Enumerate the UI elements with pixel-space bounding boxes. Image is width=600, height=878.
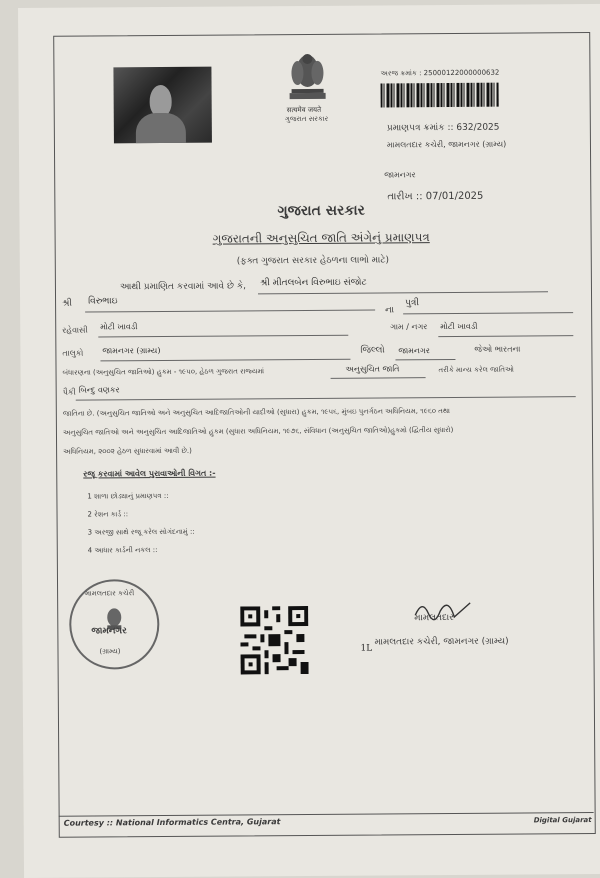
issue-date: તારીખ :: 07/01/2025 bbox=[387, 190, 484, 203]
taluka-label: તાલુકો bbox=[62, 348, 84, 358]
constitution-prefix: બંધારણના (અનુસુચિત જાતિઓ) હુકમ - ૧૯૫૦, હેઠળ ગુજરાત રાજ્યમાં bbox=[62, 367, 265, 377]
document-item-4: 4 આધાર કાર્ડની નકલ :: bbox=[87, 546, 158, 555]
relation: પુત્રી bbox=[405, 298, 420, 309]
footer-brand: Digital Gujarat bbox=[533, 816, 592, 825]
emblem-caption-2: ગુજરાત સરકાર bbox=[284, 114, 329, 124]
shri-label: શ્રી bbox=[62, 298, 73, 309]
applicant-photo bbox=[113, 67, 212, 144]
residence-label: રહેવાસી bbox=[62, 325, 88, 335]
issuing-office: મામલતદાર કચેરી, જામનગર (ગ્રામ્ય) bbox=[386, 139, 507, 150]
caste-category: અનુસુચિત જાતિ bbox=[345, 364, 400, 374]
para-line-3: અધિનિયમ, ૨૦૦૨ હેઠળ સુધારવામાં આવી છે.) bbox=[63, 446, 192, 456]
office-seal bbox=[69, 579, 160, 670]
state-suffix: જેઓ ભારતના bbox=[474, 344, 521, 354]
recognized-as: તરીકે માન્ય કરેલ જાતિઓ bbox=[438, 365, 514, 375]
certify-prefix: આથી પ્રમાણિત કરવામાં આવે છે કે, bbox=[119, 281, 247, 293]
qr-code bbox=[240, 606, 308, 674]
para-line-2: અનુસુચિત જાતિઓ અને અનુસુચિત આદિજાતિઓ હુકમ (સુધારા અધિનિયમ, ૧૯૭૬, સંવિધાન (અનુસુચિત જાતિઓ)હુકમો (દ્વિતીય સુધારો) bbox=[62, 425, 454, 437]
certificate-heading: ગુજરાતની અનુસુચિત જાતિ અંગેનું પ્રમાણપત્ર bbox=[212, 230, 430, 246]
footer-courtesy: Courtesy :: National Informatics Centra, Gujarat bbox=[63, 817, 281, 828]
govt-title: ગુજરાત સરકાર bbox=[277, 202, 365, 220]
emblem-caption-1: सत्यमेव जयते bbox=[286, 105, 322, 115]
seal-top-text: મામલતદાર કચેરી bbox=[85, 589, 135, 598]
document-item-3: 3 અરજી સાથે રજૂ કરેલ સોગંદનામું :: bbox=[87, 527, 195, 537]
seal-bottom-text: (ગ્રામ્ય) bbox=[99, 647, 121, 656]
place: જામનગર bbox=[384, 170, 416, 180]
signatory-initial: 1L bbox=[360, 643, 373, 654]
documents-heading: રજૂ કરવામાં આવેલ પુરાવાઓની વિગત :- bbox=[83, 468, 216, 479]
certificate-page bbox=[18, 4, 600, 878]
district: જામનગર bbox=[398, 346, 430, 356]
para-line-1: જાતિના છે. (અનુસુચિત જાતિઓ અને અનુસુચિત આદિજાતિઓની યાદીઓ (સુધારા) હુકમ, ૧૯૫૬, મુંબઇ પુનર્ગઠન અધિનિયમ, ૧૯૬૦ તથા bbox=[62, 406, 450, 418]
signatory-office: મામલતદાર કચેરી, જામનગર (ગ્રામ્ય) bbox=[374, 636, 509, 648]
relation-label: ના bbox=[385, 305, 395, 316]
signatory-designation: મામલતદાર bbox=[414, 612, 454, 624]
photo-body bbox=[136, 113, 186, 143]
father-name: વિરુભાઇ bbox=[88, 296, 118, 307]
seal-center-text: જામનગર bbox=[91, 626, 127, 637]
state-emblem-icon bbox=[285, 51, 329, 103]
caste: બિન્દુ વણકર bbox=[78, 385, 120, 395]
barcode bbox=[381, 83, 499, 108]
residence: મોટી ખાવડી bbox=[100, 322, 138, 332]
document-item-2: 2 રેશન કાર્ડ :: bbox=[87, 510, 129, 519]
document-item-1: 1 શાળા છોડ્યાનું પ્રમાણપત્ર :: bbox=[87, 491, 169, 501]
application-number: અરજ ક્રમાંક : 25000122000000632 bbox=[380, 68, 500, 78]
certificate-number: પ્રમાણપત્ર ક્રમાંક :: 632/2025 bbox=[386, 122, 500, 134]
among-label: પૈકી bbox=[62, 387, 76, 397]
certificate-subheading: (ફક્ત ગુજરાત સરકાર હેઠળના લાભો માટે) bbox=[236, 255, 390, 267]
district-label: જિલ્લો bbox=[360, 345, 385, 356]
taluka: જામનગર (ગ્રામ્ય) bbox=[102, 346, 161, 356]
applicant-name: શ્રી મીતલબેન વિરુભાઇ સંજોટ bbox=[259, 277, 367, 289]
village: મોટી ખાવડી bbox=[440, 321, 478, 332]
village-label: ગામ / નગર bbox=[390, 322, 428, 332]
